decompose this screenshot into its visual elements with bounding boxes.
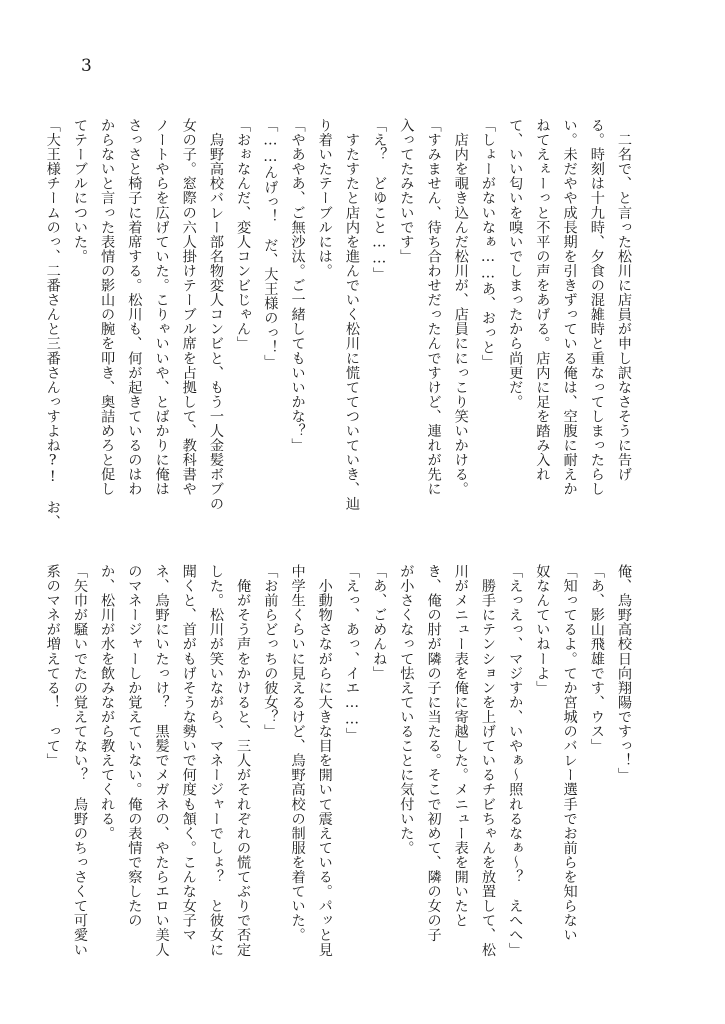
text-line: ネ、烏野にいたっけ？ 黒髪でメガネの、やたらエロい美人 bbox=[153, 564, 170, 957]
text-line: 「すみません、待ち合わせだったんですけど、連れが先に bbox=[425, 118, 442, 497]
text-line: ノートやらを広げていた。こりゃいいや、とばかりに俺は bbox=[153, 118, 170, 497]
text-line: 勝手にテンションを上げているチビちゃんを放置して、松 bbox=[479, 564, 496, 957]
text-line: すたすたと店内を進んでいく松川に慌ててついていき、辿 bbox=[343, 118, 360, 511]
text-line: り着いたテーブルには。 bbox=[316, 118, 333, 279]
text-line: のマネージャーしか覚えていない。俺の表情で察したの bbox=[126, 564, 143, 928]
text-line: した。松川が笑いながら、マネージャーでしょ？ と彼女に bbox=[207, 564, 224, 957]
text-line: 女の子。窓際の六人掛けテーブル席を占拠して、教科書や bbox=[180, 118, 197, 497]
upper-text-block bbox=[39, 118, 637, 529]
page-number: 3 bbox=[81, 56, 92, 76]
text-line: い。未だやや成長期を引きずっている俺は、空腹に耐えか bbox=[561, 118, 578, 497]
text-line: 「え？ どゆこと……」 bbox=[371, 118, 388, 282]
text-line: 店内を覗き込んだ松川が、店員ににっこり笑いかける。 bbox=[452, 118, 469, 497]
text-line: 「あ、影山飛雄です、ウス」 bbox=[588, 564, 605, 754]
text-line: 「矢巾が騒いでたの覚えてない？ 烏野のちっさくて可愛い bbox=[71, 564, 88, 957]
text-line: 「おぉなんだ、変人コンビじゃん」 bbox=[235, 118, 252, 351]
text-line: 中学生くらいに見えるけど、烏野高校の制服を着ていた。 bbox=[289, 564, 306, 943]
text-line: 系のマネが増えてる！ って」 bbox=[44, 564, 61, 768]
text-line: 「知ってるよ。てか宮城のバレー選手でお前らを知らない bbox=[561, 564, 578, 943]
text-line: が小さくなって怯えていることに気付いた。 bbox=[398, 564, 415, 855]
text-line: 「お前らどっちの彼女？」 bbox=[262, 564, 279, 739]
text-line: て、いい匂いを嗅いでしまったから尚更だ。 bbox=[507, 118, 524, 409]
text-line: 小動物さながらに大きな目を開いて震えている。パッと見 bbox=[316, 564, 333, 957]
text-line: 俺、烏野高校日向翔陽ですっ！」 bbox=[616, 564, 632, 783]
text-line: 二名で、と言った松川に店員が申し訳なさそうに告げ bbox=[616, 118, 632, 482]
text-line: 「……んげっ！ だ、大王様のっ！」 bbox=[262, 118, 279, 369]
text-line: 「やあやあ、ご無沙汰。ご一緒してもいいかな？」 bbox=[289, 118, 306, 453]
text-line: 「大王様チームのっ、二番さんと三番さんっすよね?! お、 bbox=[44, 118, 61, 529]
text-line: 奴なんていねーよ」 bbox=[534, 564, 551, 695]
text-line: てテーブルについた。 bbox=[71, 118, 88, 264]
text-line: ねてえぇーっと不平の声をあげる。店内に足を踏み入れ bbox=[534, 118, 551, 482]
text-line: 「えっ、あっ、イエ……」 bbox=[343, 564, 360, 743]
text-line: き、俺の肘が隣の子に当たる。そこで初めて、隣の女の子 bbox=[425, 564, 442, 943]
text-line: 烏野高校バレー部名物変人コンビと、もう一人金髪ボブの bbox=[207, 118, 224, 511]
text-line: 「えっえっ、マジすか、いやぁ～照れるなぁ～？ えへへ」 bbox=[507, 564, 524, 957]
text-line: さっさと椅子に着席する。松川も、何が起きているのはわ bbox=[126, 118, 143, 497]
text-line: 「しょーがないなぁ……あ、おっと」 bbox=[479, 118, 496, 369]
text-line: 「あ、ごめんね」 bbox=[371, 564, 388, 681]
text-line: 聞くと、首がもげそうな勢いで何度も頷く。こんな女子マ bbox=[180, 564, 197, 943]
text-line: 俺がそう声をかけると、三人がそれぞれの慌てぶりで否定 bbox=[235, 564, 252, 957]
lower-text-block bbox=[39, 564, 637, 957]
text-line: か、松川が水を飲みながら教えてくれる。 bbox=[99, 564, 116, 841]
text-line: る。時刻は十九時、夕食の混雑時と重なってしまったらし bbox=[588, 118, 605, 497]
text-line: 川がメニュー表を俺に寄越した。メニュー表を開いたと bbox=[452, 564, 469, 928]
text-line: からないと言った表情の影山の腕を叩き、奥詰めろと促し bbox=[99, 118, 116, 497]
text-line: 入ってたみたいです」 bbox=[398, 118, 415, 264]
